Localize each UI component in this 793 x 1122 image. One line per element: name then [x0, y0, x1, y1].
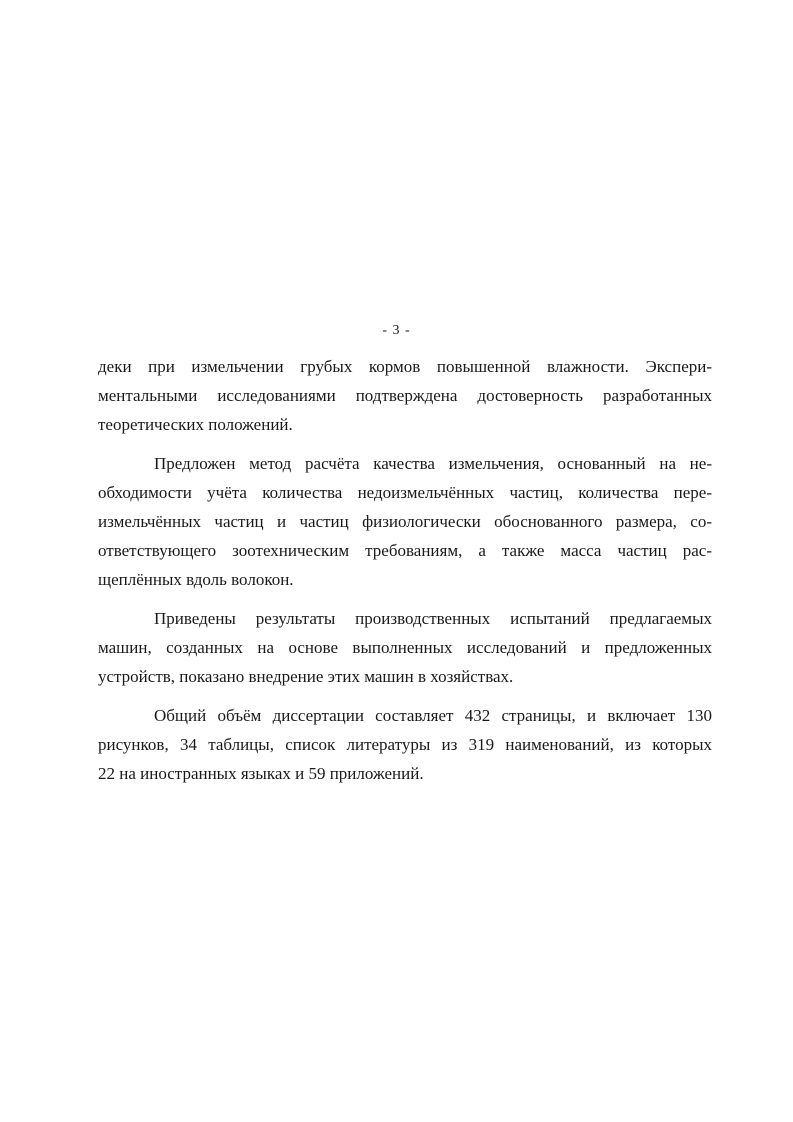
paragraph — [98, 352, 712, 439]
text-line: рисунков, 34 таблицы, список литературы из 319 наименований, из которых — [98, 735, 712, 754]
text-line: машин, созданных на основе выполненных исследований и предложенных — [98, 638, 712, 657]
text-line: ментальными исследованиями подтверждена достоверность разработанных — [98, 386, 712, 405]
text-line: деки при измельчении грубых кормов повышенной влажности. Экспери- — [98, 357, 712, 376]
text-line: ответствующего зоотехническим требованиям, а также масса частиц рас- — [98, 541, 712, 560]
text-line: Общий объём диссертации составляет 432 страницы, и включает 130 — [154, 706, 712, 725]
text-line: 22 на иностранных языках и 59 приложений. — [98, 764, 424, 783]
text-line: щеплённых вдоль волокон. — [98, 570, 294, 589]
paragraph — [98, 701, 712, 788]
paragraph — [98, 449, 712, 594]
text-line: Приведены результаты производственных испытаний предлагаемых — [154, 609, 712, 628]
body-text — [98, 352, 712, 788]
text-line: устройств, показано внедрение этих машин в хозяйствах. — [98, 667, 514, 686]
text-line: измельчённых частиц и частиц физиологически обоснованного размера, со- — [98, 512, 712, 531]
text-line: теоретических положений. — [98, 415, 293, 434]
paragraph — [98, 604, 712, 691]
page-number: - 3 - — [382, 323, 411, 338]
text-line: Предложен метод расчёта качества измельчения, основанный на не- — [154, 454, 712, 473]
text-line: обходимости учёта количества недоизмельчённых частиц, количества пере- — [98, 483, 712, 502]
